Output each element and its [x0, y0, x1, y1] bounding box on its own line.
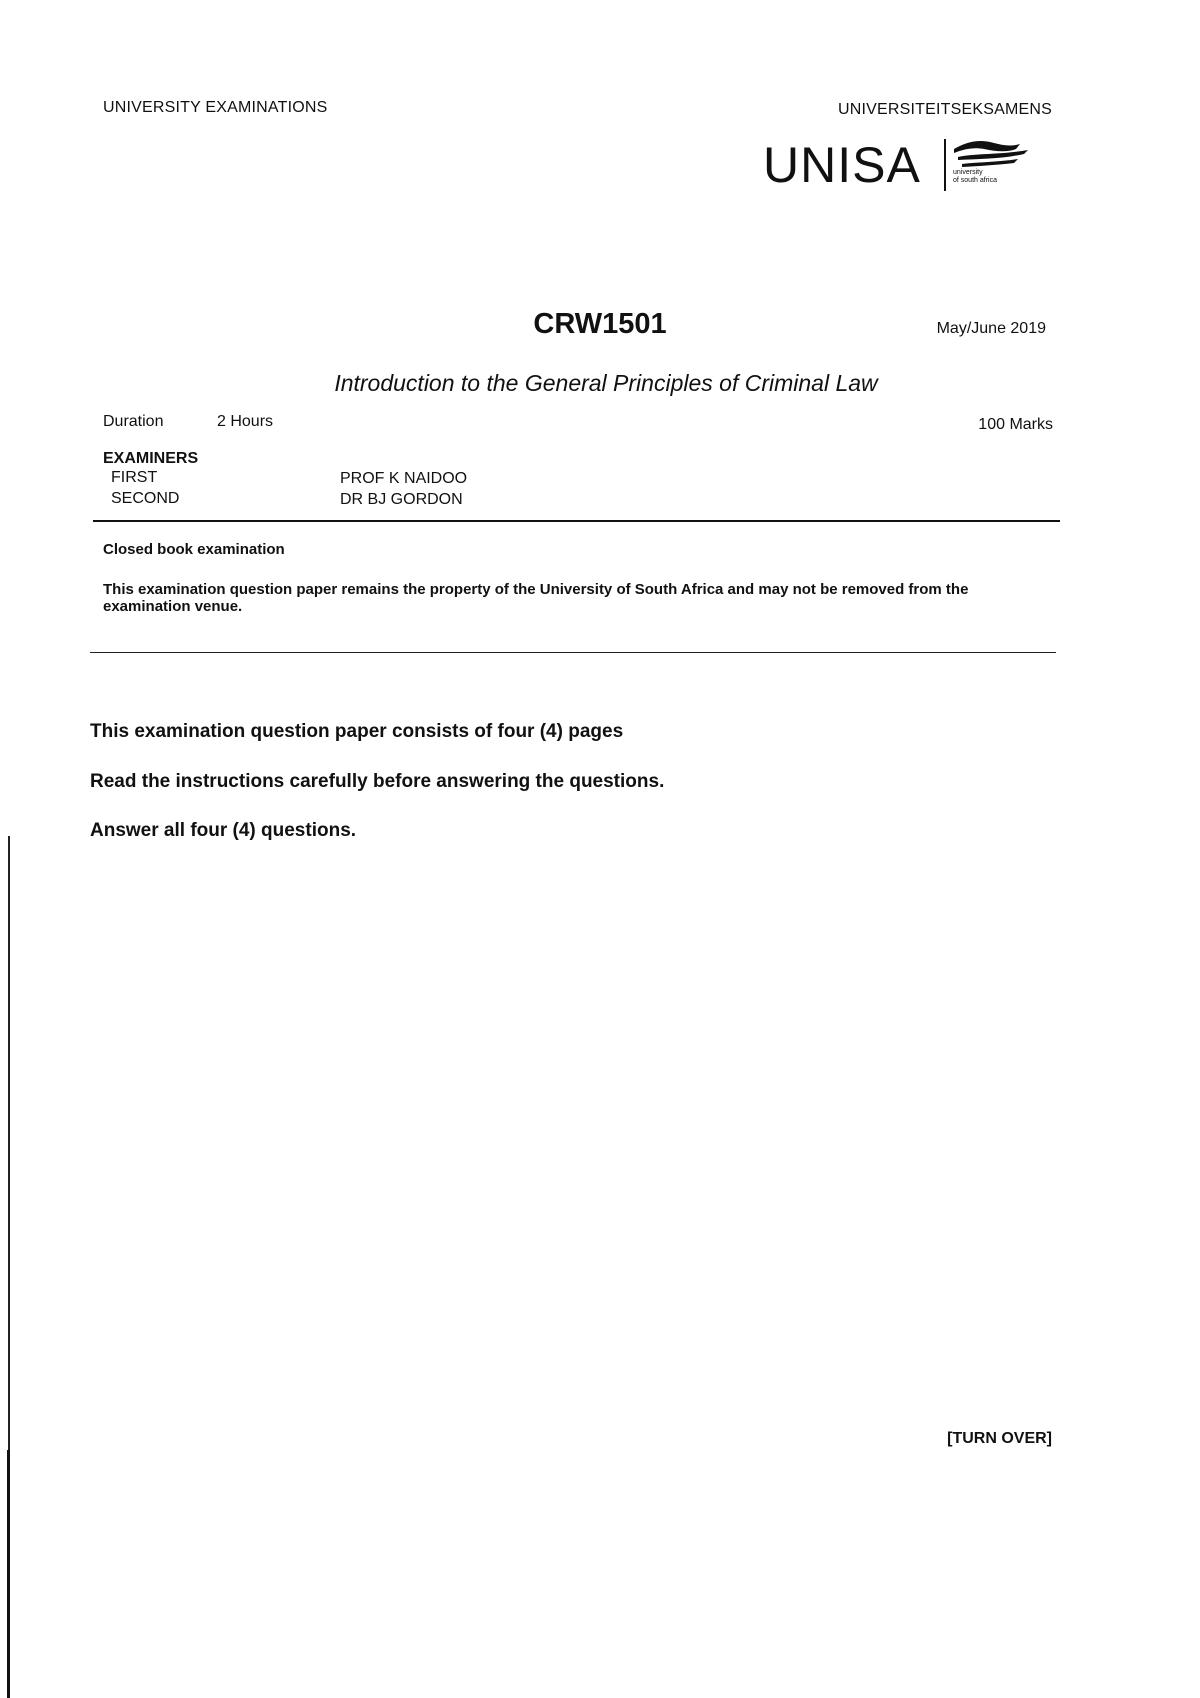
logo-tagline-line1: university — [953, 169, 983, 176]
divider-top — [93, 520, 1060, 522]
duration-label: Duration — [103, 413, 164, 430]
unisa-logo — [763, 135, 1033, 195]
instruction-answer-all: Answer all four (4) questions. — [90, 820, 357, 841]
logo-divider — [944, 139, 946, 191]
property-notice: This examination question paper remains the property of the University of South Africa and may not be removed from the examination venue. — [103, 581, 969, 615]
course-title: Introduction to the General Principles of Criminal Law — [334, 370, 878, 396]
second-examiner-role: SECOND — [111, 490, 180, 507]
first-examiner-role: FIRST — [111, 469, 158, 486]
scan-edge-line-thick — [7, 1450, 10, 1698]
first-examiner-name: PROF K NAIDOO — [340, 470, 468, 487]
second-examiner-name: DR BJ GORDON — [340, 491, 463, 508]
turn-over-label: [TURN OVER] — [947, 1430, 1052, 1447]
examiners-heading: EXAMINERS — [103, 450, 199, 467]
closed-book-notice: Closed book examination — [103, 541, 285, 558]
divider-bottom — [90, 652, 1056, 653]
header-right-title: UNIVERSITEITSEKSAMENS — [837, 101, 1052, 118]
duration-value: 2 Hours — [217, 413, 274, 430]
logo-tagline — [953, 169, 1033, 185]
header-left-title: UNIVERSITY EXAMINATIONS — [103, 99, 328, 116]
logo-wordmark: UNISA — [763, 137, 921, 193]
total-marks: 100 Marks — [978, 416, 1053, 433]
instruction-read-carefully: Read the instructions carefully before answering the questions. — [90, 771, 665, 792]
exam-date: May/June 2019 — [936, 320, 1046, 337]
instruction-page-count: This examination question paper consists of four (4) pages — [90, 721, 624, 742]
logo-tagline-line2: of south africa — [953, 177, 997, 184]
logo-bird-icon — [950, 135, 1035, 195]
course-code: CRW1501 — [533, 308, 667, 340]
